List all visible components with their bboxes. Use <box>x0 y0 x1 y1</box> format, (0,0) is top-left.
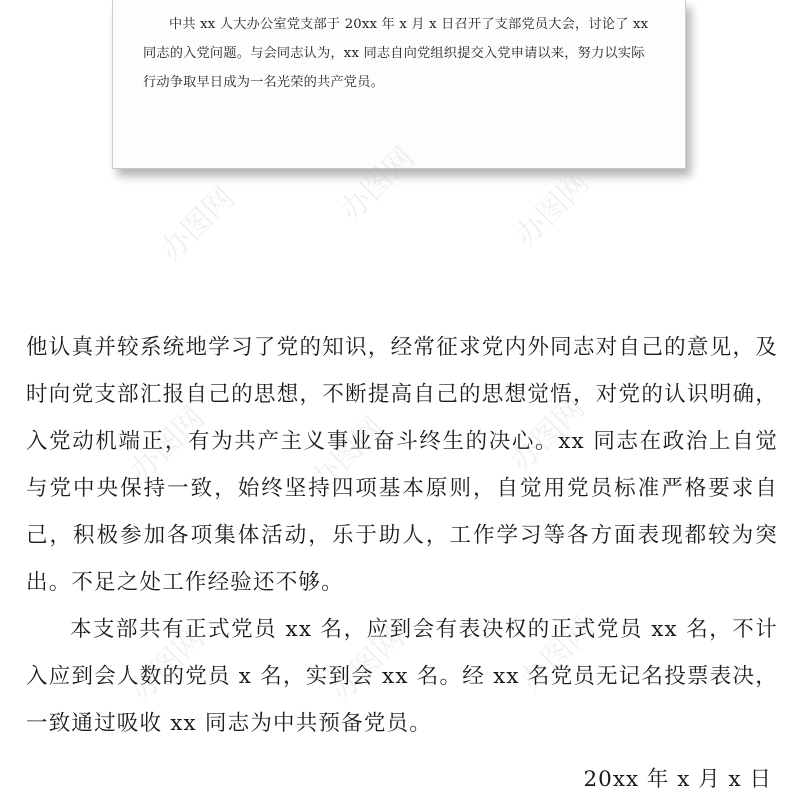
watermark: 办图网 <box>513 610 602 699</box>
document-body <box>26 324 778 747</box>
watermark: 办图网 <box>123 400 212 489</box>
body-paragraph-1: 他认真并较系统地学习了党的知识，经常征求党内外同志对自己的意见，及时向党支部汇报自己的思想，不断提高自己的思想觉悟，对党的认识明确，入党动机端正，有为共产主义事业奋斗终生的决心。xx 同志在政治上自觉与党中央保持一致，始终坚持四项基本原则，自觉用党员标准严格要求自己，积极参加各项集体活动，乐于助人，工作学习等各方面表现都较为突出。不足之处工作经验还不够。 <box>26 335 778 595</box>
preview-paragraph: 中共 xx 人大办公室党支部于 20xx 年 x 月 x 日召开了支部党员大会，讨论了 xx 同志的入党问题。与会同志认为，xx 同志自向党组织提交入党申请以来，努力以实际行动争取早日成为一名光荣的共产党员。 <box>143 17 649 90</box>
watermark: 办图网 <box>153 180 242 269</box>
watermark: 办图网 <box>333 140 422 229</box>
watermark: 办图网 <box>323 620 412 709</box>
watermark: 办图网 <box>503 390 592 479</box>
watermark: 办图网 <box>508 165 597 254</box>
watermark: 办图网 <box>123 620 212 709</box>
document-date: 20xx 年 x 月 x 日 <box>583 767 772 792</box>
preview-card <box>112 0 686 169</box>
watermark: 办图网 <box>303 410 392 499</box>
body-paragraph-2: 本支部共有正式党员 xx 名，应到会有表决权的正式党员 xx 名，不计入应到会人数的党员 x 名，实到会 xx 名。经 xx 名党员无记名投票表决，一致通过吸收 xx 同志为中共预备党员。 <box>26 617 778 736</box>
